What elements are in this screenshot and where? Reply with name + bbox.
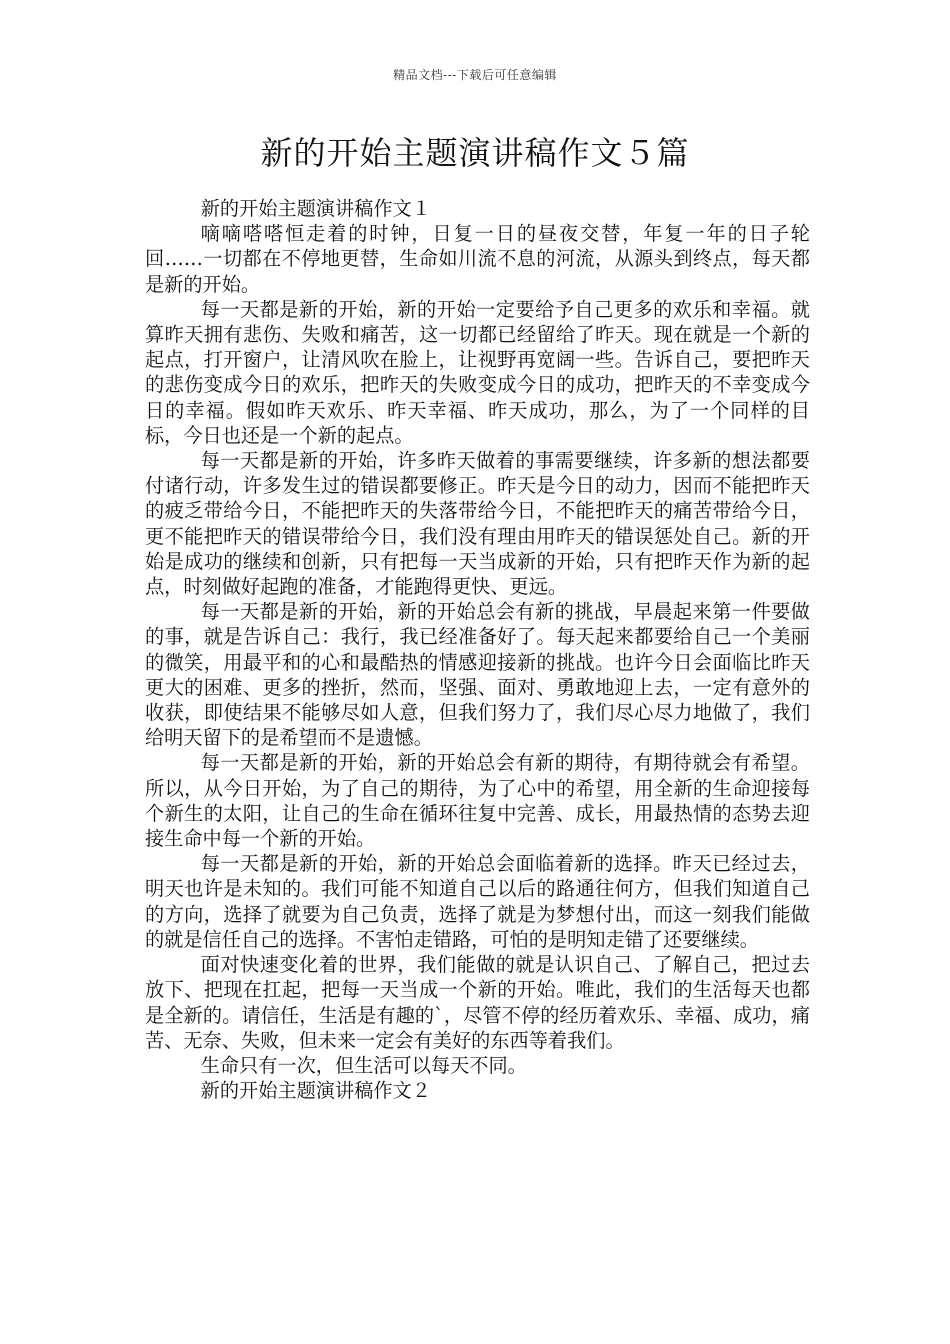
paragraph: 每一天都是新的开始，新的开始总会面临着新的选择。昨天已经过去，明天也许是未知的。我们可能不知道自己以后的路通往何方，但我们知道自己的方向，选择了就要为自己负责，选择了就是为梦想付出，而这一刻我们能做的就是信任自己的选择。不害怕走错路，可怕的是明知走错了还要继续。 [145,852,810,951]
paragraph: 每一天都是新的开始，新的开始总会有新的期待，有期待就会有希望。所以，从今日开始，为了自己的期待，为了心中的希望，用全新的生命迎接每个新生的太阳，让自己的生命在循环往复中完善、成长，用最热情的态势去迎接生命中每一个新的开始。 [145,751,810,851]
paragraph: 生命只有一次，但生活可以每天不同。 [200,1053,527,1077]
paragraph: 每一天都是新的开始，新的开始总会有新的挑战，早晨起来第一件要做的事，就是告诉自己：我行，我已经准备好了。每天起来都要给自己一个美丽的微笑，用最平和的心和最酷热的情感迎接新的挑战。也许今日会面临比昨天更大的困难、更多的挫折，然而，坚强、面对、勇敢地迎上去，一定有意外的收获，即使结果不能够尽如人意，但我们努力了，我们尽心尽力地做了，我们给明天留下的是希望而不是遗憾。 [145,600,810,750]
paragraph: 每一天都是新的开始，许多昨天做着的事需要继续，许多新的想法都要付诸行动，许多发生过的错误都要修正。昨天是今日的动力，因而不能把昨天的疲乏带给今日，不能把昨天的失落带给今日，不能把昨天的痛苦带给今日，更不能把昨天的错误带给今日，我们没有理由用昨天的错误惩处自己。新的开始是成功的继续和创新，只有把每一天当成新的开始，只有把昨天作为新的起点，时刻做好起跑的准备，才能跑得更快、更远。 [145,449,810,599]
document-title: 新的开始主题演讲稿作文５篇 [260,134,690,172]
paragraph: 面对快速变化着的世界，我们能做的就是认识自己、了解自己，把过去放下、把现在扛起，把每一天当成一个新的开始。唯此，我们的生活每天也都是全新的。请信任，生活是有趣的`，尽管不停的经历着欢乐、幸福、成功，痛苦、无奈、失败，但未来一定会有美好的东西等着我们。 [145,953,810,1052]
paragraph: 嘀嘀嗒嗒恒走着的时钟，日复一日的昼夜交替，年复一年的日子轮回……一切都在不停地更替，生命如川流不息的河流，从源头到终点，每天都是新的开始。 [145,222,810,296]
section-heading-1: 新的开始主题演讲稿作文１ [200,197,431,220]
paragraph: 每一天都是新的开始，新的开始一定要给予自己更多的欢乐和幸福。就算昨天拥有悲伤、失败和痛苦，这一切都已经留给了昨天。现在就是一个新的起点，打开窗户，让清风吹在脸上，让视野再宽阔一些。告诉自己，要把昨天的悲伤变成今日的欢乐，把昨天的失败变成今日的成功，把昨天的不幸变成今日的幸福。假如昨天欢乐、昨天幸福、昨天成功，那么，为了一个同样的目标，今日也还是一个新的起点。 [145,297,810,447]
document-body [145,196,810,1103]
header-note: 精品文档---下载后可任意编辑 [393,68,557,82]
section-heading-2: 新的开始主题演讲稿作文２ [200,1079,431,1103]
